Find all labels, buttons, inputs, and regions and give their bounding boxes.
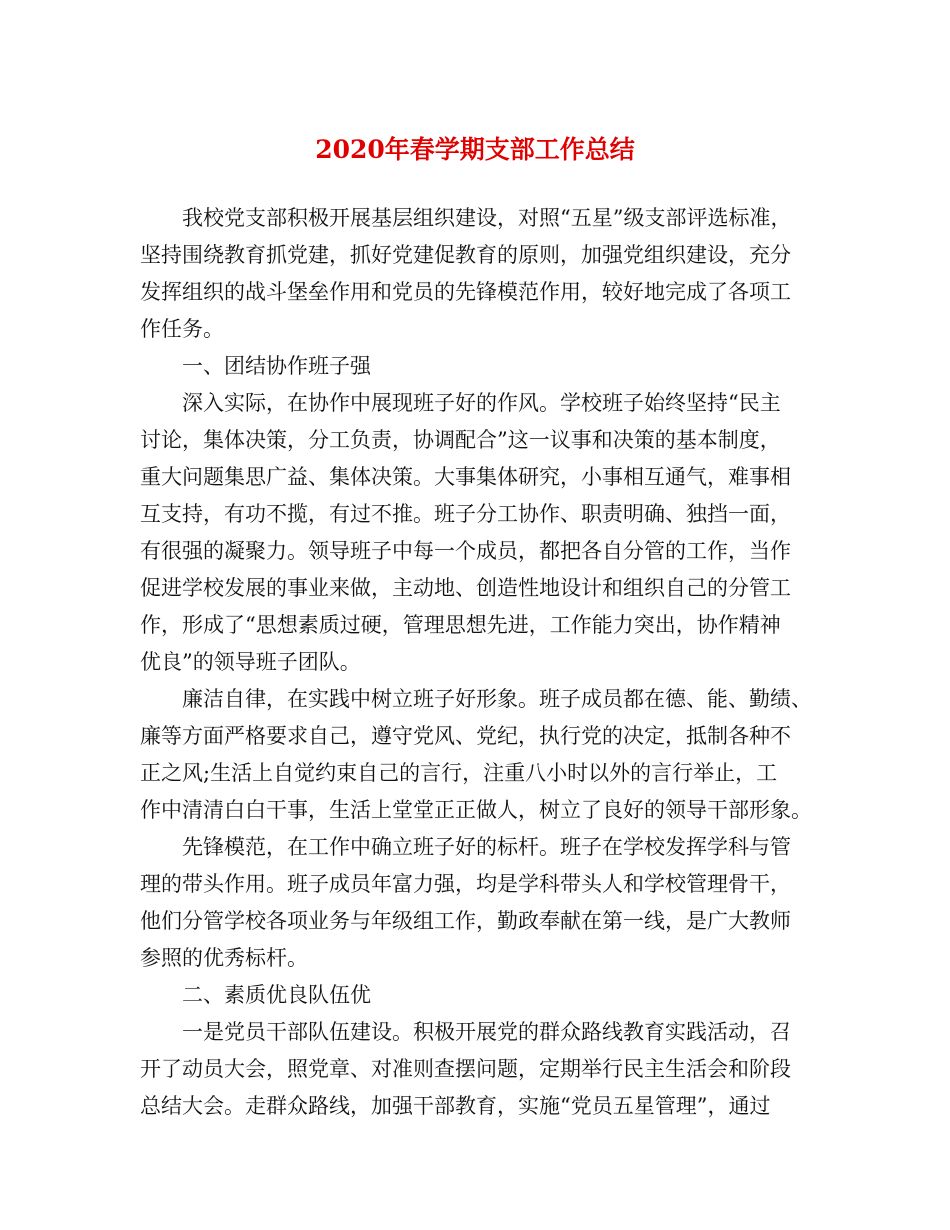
text-line: 互支持，有功不揽，有过不推。班子分工协作、职责明确、独挡一面， xyxy=(140,502,791,526)
text-line: 优良”的领导班子团队。 xyxy=(140,650,361,674)
section-heading-2: 二、素质优良队伍优 xyxy=(140,983,371,1007)
text-line: 理的带头作用。班子成员年富力强，均是学科带头人和学校管理骨干， xyxy=(140,872,791,896)
text-line: 深入实际，在协作中展现班子好的作风。学校班子始终坚持“民主 xyxy=(140,391,781,415)
text-line: 重大问题集思广益、集体决策。大事集体研究，小事相互通气，难事相 xyxy=(140,465,791,489)
text-line: 我校党支部积极开展基层组织建设，对照“五星”级支部评选标准， xyxy=(140,206,792,230)
document-body xyxy=(140,200,812,1125)
text-line: 发挥组织的战斗堡垒作用和党员的先锋模范作用，较好地完成了各项工 xyxy=(140,280,791,304)
text-line: 作中清清白白干事，生活上堂堂正正做人，树立了良好的领导干部形象。 xyxy=(140,798,812,822)
text-line: 廉洁自律，在实践中树立班子好形象。班子成员都在德、能、勤绩、 xyxy=(140,687,812,711)
text-line: 总结大会。走群众路线，加强干部教育，实施“党员五星管理”，通过 xyxy=(140,1094,771,1118)
text-line: 正之风;生活上自觉约束自己的言行，注重八小时以外的言行举止，工 xyxy=(140,761,778,785)
text-line: 有很强的凝聚力。领导班子中每一个成员，都把各自分管的工作，当作 xyxy=(140,539,791,563)
text-line: 参照的优秀标杆。 xyxy=(140,946,308,970)
text-line: 坚持围绕教育抓党建，抓好党建促教育的原则，加强党组织建设，充分 xyxy=(140,243,791,267)
text-line: 一是党员干部队伍建设。积极开展党的群众路线教育实践活动，召 xyxy=(140,1020,791,1044)
text-line: 他们分管学校各项业务与年级组工作，勤政奉献在第一线，是广大教师 xyxy=(140,909,791,933)
text-line: 开了动员大会，照党章、对准则查摆问题，定期举行民主生活会和阶段 xyxy=(140,1057,791,1081)
text-line: 先锋模范，在工作中确立班子好的标杆。班子在学校发挥学科与管 xyxy=(140,835,791,859)
text-line: 作任务。 xyxy=(140,317,224,341)
text-line: 作，形成了“思想素质过硬，管理思想先进，工作能力突出，协作精神 xyxy=(140,613,781,637)
document-title: 2020年春学期支部工作总结 xyxy=(315,135,635,164)
text-line: 讨论，集体决策，分工负责，协调配合”这一议事和决策的基本制度， xyxy=(140,428,781,452)
section-heading-1: 一、团结协作班子强 xyxy=(140,354,371,378)
text-line: 促进学校发展的事业来做，主动地、创造性地设计和组织自己的分管工 xyxy=(140,576,791,600)
text-line: 廉等方面严格要求自己，遵守党风、党纪，执行党的决定，抵制各种不 xyxy=(140,724,791,748)
